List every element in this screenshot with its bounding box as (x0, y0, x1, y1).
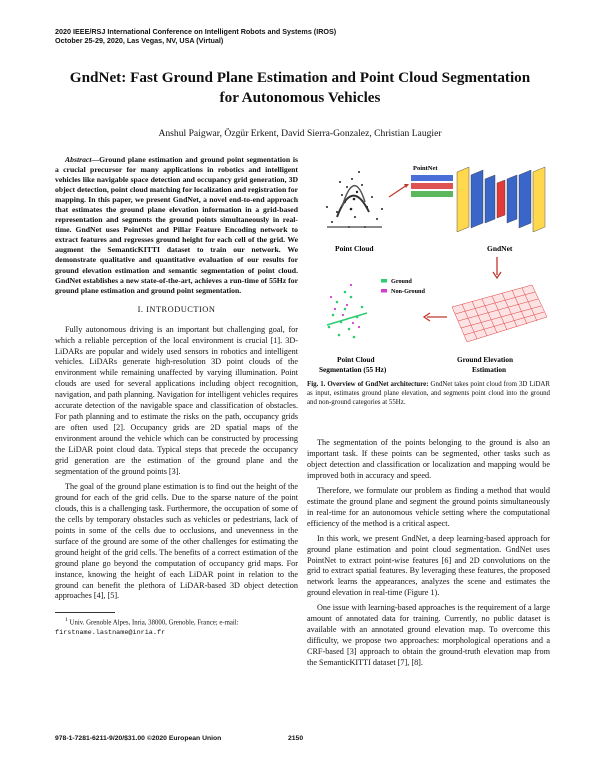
right-paragraph-1: The segmentation of the points belonging to the ground is also an important task. If these points can be segmented, other tasks such as object detection and classification or localization and mapping would be improved both in accuracy and speed. (307, 438, 550, 480)
legend-nonground-swatch (381, 289, 387, 293)
right-column (307, 438, 550, 673)
author-list: Anshul Paigwar, Özgür Erkent, David Sierra-Gonzalez, Christian Laugier (158, 128, 442, 139)
page-number: 2150 (288, 735, 304, 742)
section-heading-introduction: I. INTRODUCTION (137, 304, 216, 314)
segmentation-image (327, 284, 367, 338)
label-segmentation-line1: Point Cloud (337, 355, 375, 364)
right-paragraph-4: One issue with learning-based approaches is the requirement of a large amount of annotated data for training. Currently, no public dataset is available with an annotated ground elevation map. To overcome this difficulty, we propose two approaches: morphological operations and a CRF-based [3] approach to obtain the ground-truth elevation map from the SemanticKITTI dataset [7], [8]. (307, 603, 550, 668)
point-cloud-image (326, 171, 383, 228)
legend-ground: Ground (391, 278, 412, 285)
pointnet-block (411, 175, 453, 197)
figure-caption (307, 380, 550, 407)
right-paragraph-3: In this work, we present GndNet, a deep learning-based approach for ground plane estimation and point cloud segmentation. GndNet uses PointNet to extract point-wise features [6] and 2D convolutions on the grid to extract spatial features. By leveraging these features, the proposed network learns the appearances, analyzes the scene and estimates the ground elevation in real-time (Figure 1). (307, 533, 550, 598)
conference-line-1: 2020 IEEE/RSJ International Conference on Intelligent Robots and Systems (IROS) (55, 27, 337, 36)
conference-line-2: October 25-29, 2020, Las Vegas, NV, USA (Virtual) (55, 36, 224, 46)
ground-elevation-image (452, 285, 547, 342)
left-column (55, 155, 298, 642)
paper-title (40, 68, 560, 107)
footer-isbn: 978-1-7281-6211-9/20/$31.00 ©2020 European Union (55, 735, 222, 742)
right-paragraph-2: Therefore, we formulate our problem as finding a method that would estimate the ground plane and segment the ground points simultaneously in real-time for an autonomous vehicle setting where the computational efficiency of the method is a critical aspect. (307, 485, 550, 528)
input-arrow (389, 185, 407, 197)
legend-ground-swatch (381, 279, 387, 283)
footnote-text: Univ. Grenoble Alpes, Inria, 38000, Grenoble, France; e-mail: (69, 619, 239, 627)
figure-gndnet-overview (307, 157, 550, 382)
label-point-cloud: Point Cloud (335, 244, 374, 253)
caption-label: Fig. 1. Overview of GndNet architecture: (307, 381, 429, 388)
caption-text: GndNet takes point cloud from 3D LiDAR as input, estimates ground plane elevation, and segments point cloud into the ground and non-ground categories at 55Hz. (307, 381, 550, 406)
title-line-1: GndNet: Fast Ground Plane Estimation and Point Cloud Segmentation (69, 69, 531, 86)
conference-header (55, 27, 475, 46)
legend-nonground: Non-Ground (391, 288, 425, 295)
abstract-label: Abstract (65, 155, 92, 164)
label-elevation-line2: Estimation (472, 365, 507, 374)
label-elevation-line1: Ground Elevation (457, 355, 514, 364)
footnote-rule (55, 612, 115, 613)
gndnet-network-diagram (457, 167, 545, 232)
abstract (55, 155, 298, 296)
footnote (55, 616, 298, 637)
footnote-email: firstname.lastname@inria.fr (55, 628, 166, 637)
footnote-mark: 1 (65, 617, 68, 624)
label-pointnet: PointNet (413, 165, 438, 172)
intro-paragraph-1: Fully autonomous driving is an important but challenging goal, for which a reliable perception of the local environment is crucial [1]. 3D-LiDARs are popular and widely used sensors in robotics and intelligent vehicles. LiDARs generate high-resolution 3D point clouds of the environment while remaining unaffected by varying illumination. Point clouds are used for several applications including object recognition, navigation, and path planning. Navigation for intelligent vehicles requires accurate detection of the navigable space and classification of obstacles. For path planning and to estimate the risks on the path, occupancy grids are often used [2]. Occupancy grids are 2D spatial maps of the environment around the vehicle which can be constructed by processing the LiDAR point cloud data. Typical steps that precede the occupancy grid generation are the estimation of the ground plane and the segmentation of the ground points [3]. (55, 324, 298, 476)
label-gndnet: GndNet (487, 244, 513, 253)
intro-paragraph-2: The goal of the ground plane estimation is to find out the height of the ground for each of the grid cells. Due to the sparse nature of the point clouds, this is a challenging task. Furthermore, the occupation of some of the cells by temporary obstacles such as vehicles or pedestrians, lack of points in some of the cells due to occlusions, and unevenness in the surface of the ground are some of the other challenges for estimating the ground height of the grid cells. The benefits of a correct estimation of the ground plane go beyond the computation of occupancy grid maps. For instance, knowing the height of each LiDAR point in relation to the ground can benefit the plethora of LiDAR-based 3D object detection approaches [4], [5]. (55, 481, 298, 601)
abstract-text: —Ground plane estimation and ground point segmentation is a crucial precursor for many applications in robotics and intelligent vehicles like navigable space detection and occupancy grid generation, 3D object detection, point cloud matching for localization and registration for mapping. In this paper, we present GndNet, a novel end-to-end approach that estimates the ground plane elevation information in a grid-based representation and segments the ground points simultaneously in real-time. GndNet uses PointNet and Pillar Feature Encoding network to extract features and regresses ground height for each cell of the grid. We augment the SemanticKITTI dataset to train our network. We demonstrate qualitative and quantitative evaluation of our results for ground elevation estimation and semantic segmentation of point cloud. GndNet establishes a new state-of-the-art, achieves a run-time of 55Hz for ground plane estimation and ground point segmentation. (55, 155, 298, 295)
label-segmentation-line2: Segmentation (55 Hz) (319, 365, 387, 374)
title-line-2: for Autonomous Vehicles (219, 88, 381, 106)
